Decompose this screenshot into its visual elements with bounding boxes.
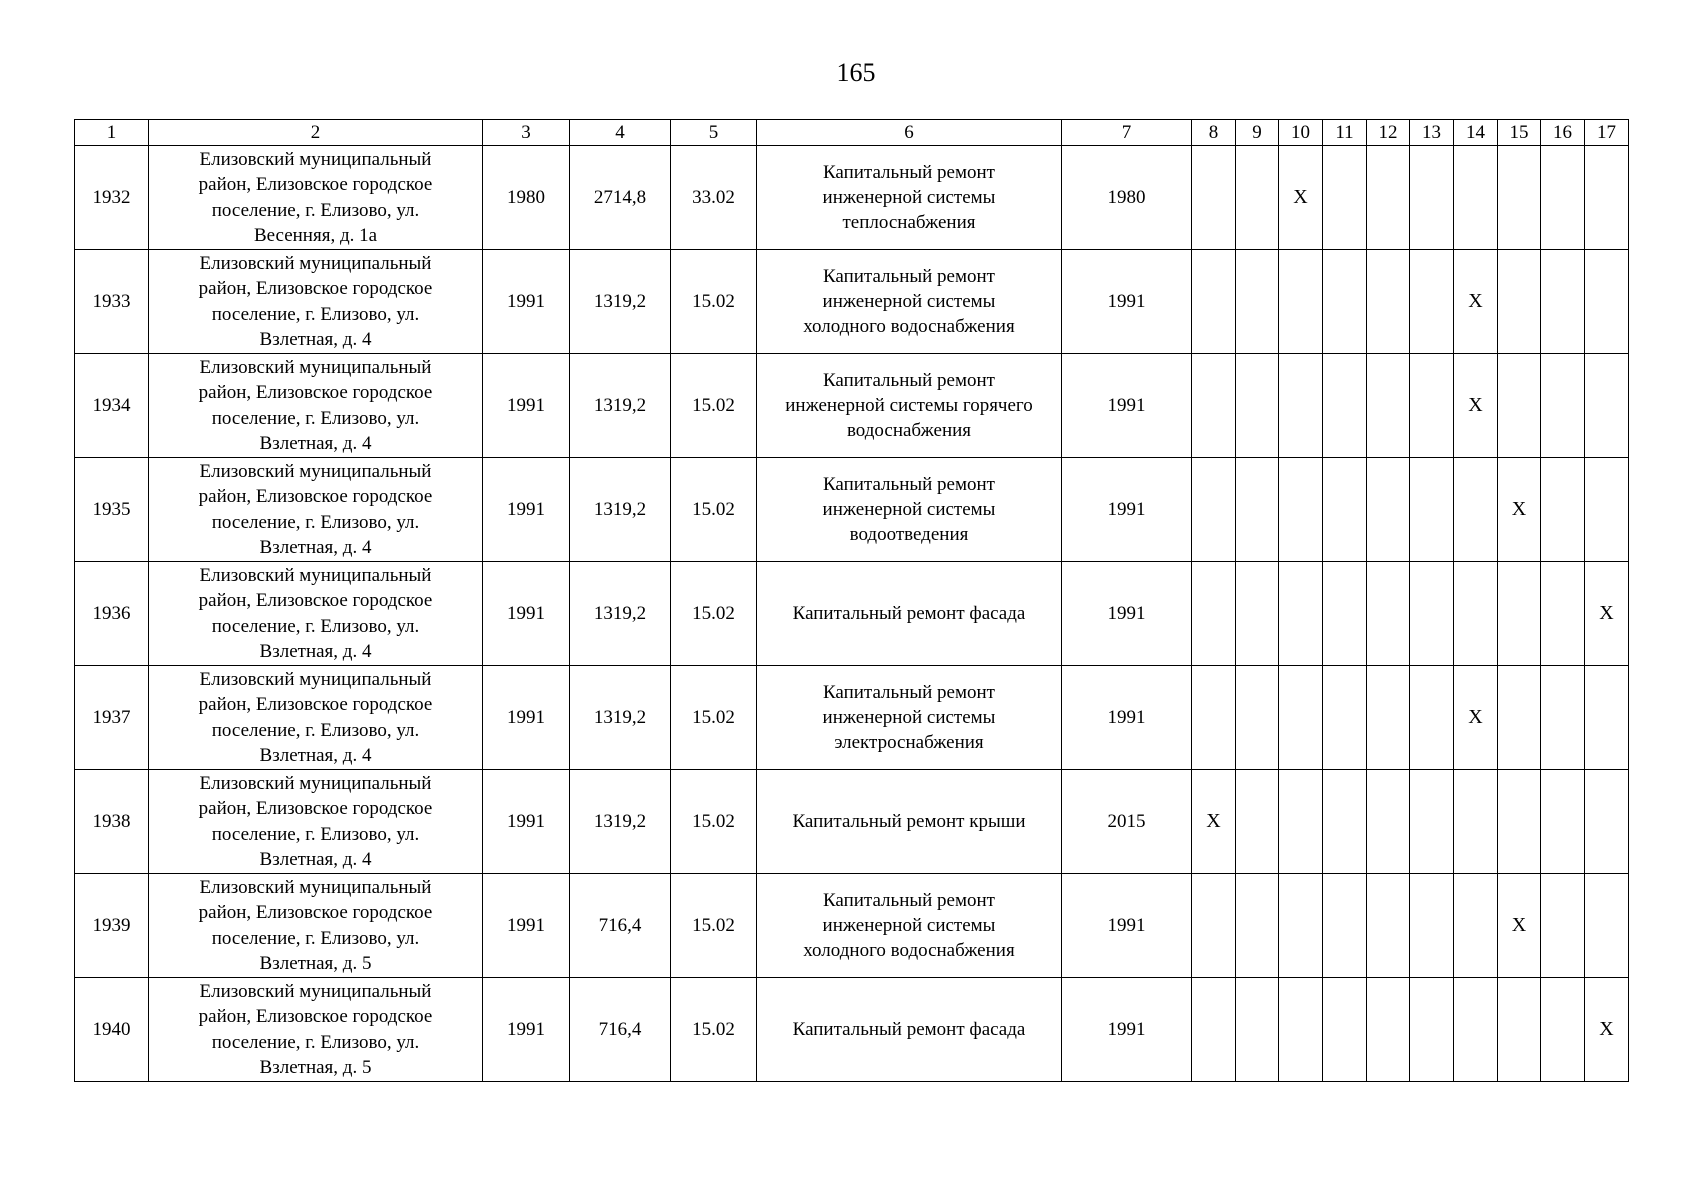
row-number: 1935 bbox=[75, 458, 149, 562]
table-row bbox=[75, 250, 1629, 354]
address-line: поселение, г. Елизово, ул. bbox=[211, 823, 420, 845]
period-mark-col-9 bbox=[1236, 146, 1279, 250]
column-number-12: 12 bbox=[1367, 120, 1410, 146]
address-line: район, Елизовское городское bbox=[198, 486, 433, 507]
period-mark-col-10 bbox=[1279, 770, 1323, 874]
column-number-5: 5 bbox=[671, 120, 757, 146]
address-line: район, Елизовское городское bbox=[198, 382, 433, 403]
area-cell: 1319,2 bbox=[570, 458, 671, 562]
address-line: Взлетная, д. 4 bbox=[259, 329, 372, 350]
period-mark-col-13 bbox=[1410, 458, 1454, 562]
column-number-2: 2 bbox=[149, 120, 483, 146]
period-mark-col-10 bbox=[1279, 978, 1323, 1082]
page-number: 165 bbox=[836, 58, 876, 87]
area-cell: 2714,8 bbox=[570, 146, 671, 250]
period-mark-col-14 bbox=[1454, 874, 1498, 978]
period-mark-col-11 bbox=[1323, 874, 1367, 978]
address-line: район, Елизовское городское bbox=[198, 278, 433, 299]
address-line: Елизовский муниципальный bbox=[199, 772, 432, 794]
last-repair-year-cell: 1991 bbox=[1062, 978, 1192, 1082]
table-row bbox=[75, 978, 1629, 1082]
work-type-line: Капитальный ремонт bbox=[822, 162, 995, 183]
address-line: Весенняя, д. 1а bbox=[253, 225, 378, 246]
period-mark-col-12 bbox=[1367, 666, 1410, 770]
work-type-cell bbox=[757, 458, 1062, 562]
work-type-line: Капитальный ремонт фасада bbox=[792, 1019, 1026, 1040]
period-mark-col-13 bbox=[1410, 978, 1454, 1082]
period-mark-col-15 bbox=[1498, 770, 1541, 874]
period-mark-col-9 bbox=[1236, 458, 1279, 562]
work-type-line: теплоснабжения bbox=[842, 212, 976, 233]
work-type-line: инженерной системы bbox=[822, 187, 996, 208]
period-mark-col-16 bbox=[1541, 562, 1585, 666]
period-mark-col-16 bbox=[1541, 250, 1585, 354]
period-mark-col-10 bbox=[1279, 250, 1323, 354]
period-mark-col-14: X bbox=[1454, 666, 1498, 770]
last-repair-year-cell: 1991 bbox=[1062, 874, 1192, 978]
period-mark-col-13 bbox=[1410, 562, 1454, 666]
period-mark-col-8 bbox=[1192, 562, 1236, 666]
work-type-line: Капитальный ремонт крыши bbox=[792, 811, 1026, 832]
period-mark-col-14 bbox=[1454, 978, 1498, 1082]
period-mark-col-12 bbox=[1367, 458, 1410, 562]
period-mark-col-11 bbox=[1323, 666, 1367, 770]
period-mark-col-15 bbox=[1498, 250, 1541, 354]
work-type-line: Капитальный ремонт фасада bbox=[792, 603, 1026, 624]
address-line: район, Елизовское городское bbox=[198, 694, 433, 715]
period-mark-col-14 bbox=[1454, 458, 1498, 562]
address-line: район, Елизовское городское bbox=[198, 902, 433, 923]
address-cell bbox=[149, 354, 483, 458]
period-mark-col-8 bbox=[1192, 666, 1236, 770]
period-mark-col-13 bbox=[1410, 874, 1454, 978]
address-cell bbox=[149, 666, 483, 770]
period-mark-col-11 bbox=[1323, 146, 1367, 250]
table-row bbox=[75, 874, 1629, 978]
area-cell: 1319,2 bbox=[570, 562, 671, 666]
address-line: Взлетная, д. 4 bbox=[259, 849, 372, 870]
address-line: поселение, г. Елизово, ул. bbox=[211, 199, 420, 221]
period-mark-col-9 bbox=[1236, 666, 1279, 770]
address-line: поселение, г. Елизово, ул. bbox=[211, 927, 420, 949]
work-type-line: электроснабжения bbox=[834, 732, 984, 753]
area-cell: 716,4 bbox=[570, 874, 671, 978]
period-mark-col-10 bbox=[1279, 458, 1323, 562]
address-line: Елизовский муниципальный bbox=[199, 668, 432, 690]
column-number-9: 9 bbox=[1236, 120, 1279, 146]
table-row bbox=[75, 354, 1629, 458]
address-line: поселение, г. Елизово, ул. bbox=[211, 719, 420, 741]
period-mark-col-16 bbox=[1541, 146, 1585, 250]
period-mark-col-11 bbox=[1323, 770, 1367, 874]
period-mark-col-13 bbox=[1410, 666, 1454, 770]
period-mark-col-17 bbox=[1585, 250, 1629, 354]
address-line: район, Елизовское городское bbox=[198, 590, 433, 611]
work-type-line: инженерной системы bbox=[822, 707, 996, 728]
period-mark-col-17 bbox=[1585, 874, 1629, 978]
column-number-8: 8 bbox=[1192, 120, 1236, 146]
work-type-cell bbox=[757, 666, 1062, 770]
work-type-line: инженерной системы горячего bbox=[785, 395, 1033, 416]
period-mark-col-12 bbox=[1367, 874, 1410, 978]
period-mark-col-17 bbox=[1585, 666, 1629, 770]
address-line: Елизовский муниципальный bbox=[199, 460, 432, 482]
period-mark-col-14 bbox=[1454, 146, 1498, 250]
table-row bbox=[75, 146, 1629, 250]
work-type-cell bbox=[757, 562, 1062, 666]
column-number-7: 7 bbox=[1062, 120, 1192, 146]
table-row bbox=[75, 770, 1629, 874]
period-mark-col-17: X bbox=[1585, 978, 1629, 1082]
period-mark-col-15 bbox=[1498, 562, 1541, 666]
period-mark-col-9 bbox=[1236, 770, 1279, 874]
address-cell bbox=[149, 146, 483, 250]
work-type-line: инженерной системы bbox=[822, 915, 996, 936]
address-line: Взлетная, д. 5 bbox=[259, 953, 372, 974]
last-repair-year-cell: 1991 bbox=[1062, 458, 1192, 562]
code-cell: 33.02 bbox=[671, 146, 757, 250]
column-number-15: 15 bbox=[1498, 120, 1541, 146]
period-mark-col-12 bbox=[1367, 770, 1410, 874]
work-type-line: водоснабжения bbox=[846, 420, 972, 441]
address-line: Елизовский муниципальный bbox=[199, 356, 432, 378]
area-cell: 1319,2 bbox=[570, 770, 671, 874]
address-line: район, Елизовское городское bbox=[198, 798, 433, 819]
period-mark-col-15 bbox=[1498, 354, 1541, 458]
address-line: поселение, г. Елизово, ул. bbox=[211, 511, 420, 533]
period-mark-col-13 bbox=[1410, 250, 1454, 354]
period-mark-col-16 bbox=[1541, 354, 1585, 458]
period-mark-col-11 bbox=[1323, 562, 1367, 666]
address-line: поселение, г. Елизово, ул. bbox=[211, 407, 420, 429]
work-type-cell bbox=[757, 146, 1062, 250]
work-type-line: Капитальный ремонт bbox=[822, 474, 995, 495]
period-mark-col-15 bbox=[1498, 978, 1541, 1082]
period-mark-col-10 bbox=[1279, 562, 1323, 666]
period-mark-col-14: X bbox=[1454, 250, 1498, 354]
last-repair-year-cell: 1991 bbox=[1062, 562, 1192, 666]
period-mark-col-8 bbox=[1192, 146, 1236, 250]
last-repair-year-cell: 1991 bbox=[1062, 354, 1192, 458]
period-mark-col-9 bbox=[1236, 354, 1279, 458]
row-number: 1936 bbox=[75, 562, 149, 666]
period-mark-col-8 bbox=[1192, 250, 1236, 354]
address-cell bbox=[149, 978, 483, 1082]
period-mark-col-10 bbox=[1279, 666, 1323, 770]
code-cell: 15.02 bbox=[671, 458, 757, 562]
address-line: поселение, г. Елизово, ул. bbox=[211, 1031, 420, 1053]
work-type-line: Капитальный ремонт bbox=[822, 890, 995, 911]
last-repair-year-cell: 1980 bbox=[1062, 146, 1192, 250]
period-mark-col-13 bbox=[1410, 770, 1454, 874]
year-built-cell: 1991 bbox=[483, 354, 570, 458]
work-type-line: холодного водоснабжения bbox=[803, 316, 1015, 337]
address-line: поселение, г. Елизово, ул. bbox=[211, 615, 420, 637]
table-body bbox=[75, 146, 1629, 1082]
table-row bbox=[75, 458, 1629, 562]
work-type-cell bbox=[757, 250, 1062, 354]
period-mark-col-12 bbox=[1367, 250, 1410, 354]
table-header bbox=[75, 120, 1629, 146]
period-mark-col-8 bbox=[1192, 874, 1236, 978]
work-type-cell bbox=[757, 354, 1062, 458]
column-number-11: 11 bbox=[1323, 120, 1367, 146]
period-mark-col-10 bbox=[1279, 354, 1323, 458]
period-mark-col-9 bbox=[1236, 562, 1279, 666]
period-mark-col-11 bbox=[1323, 250, 1367, 354]
repair-schedule-table bbox=[74, 119, 1629, 1082]
row-number: 1932 bbox=[75, 146, 149, 250]
last-repair-year-cell: 2015 bbox=[1062, 770, 1192, 874]
code-cell: 15.02 bbox=[671, 874, 757, 978]
work-type-cell bbox=[757, 770, 1062, 874]
period-mark-col-12 bbox=[1367, 146, 1410, 250]
address-line: район, Елизовское городское bbox=[198, 174, 433, 195]
year-built-cell: 1991 bbox=[483, 250, 570, 354]
work-type-line: водоотведения bbox=[849, 524, 969, 545]
period-mark-col-9 bbox=[1236, 250, 1279, 354]
year-built-cell: 1980 bbox=[483, 146, 570, 250]
address-line: Елизовский муниципальный bbox=[199, 564, 432, 586]
period-mark-col-11 bbox=[1323, 978, 1367, 1082]
area-cell: 1319,2 bbox=[570, 354, 671, 458]
table-row bbox=[75, 562, 1629, 666]
period-mark-col-16 bbox=[1541, 770, 1585, 874]
column-number-6: 6 bbox=[757, 120, 1062, 146]
work-type-line: инженерной системы bbox=[822, 291, 996, 312]
address-line: Елизовский муниципальный bbox=[199, 980, 432, 1002]
address-line: Взлетная, д. 4 bbox=[259, 641, 372, 662]
column-number-14: 14 bbox=[1454, 120, 1498, 146]
row-number: 1940 bbox=[75, 978, 149, 1082]
area-cell: 716,4 bbox=[570, 978, 671, 1082]
period-mark-col-9 bbox=[1236, 874, 1279, 978]
period-mark-col-9 bbox=[1236, 978, 1279, 1082]
column-number-3: 3 bbox=[483, 120, 570, 146]
year-built-cell: 1991 bbox=[483, 874, 570, 978]
row-number: 1937 bbox=[75, 666, 149, 770]
period-mark-col-15: X bbox=[1498, 874, 1541, 978]
column-number-17: 17 bbox=[1585, 120, 1629, 146]
work-type-cell bbox=[757, 874, 1062, 978]
column-number-10: 10 bbox=[1279, 120, 1323, 146]
column-number-row bbox=[75, 120, 1629, 146]
period-mark-col-17 bbox=[1585, 354, 1629, 458]
work-type-line: холодного водоснабжения bbox=[803, 940, 1015, 961]
year-built-cell: 1991 bbox=[483, 562, 570, 666]
work-type-line: Капитальный ремонт bbox=[822, 370, 995, 391]
column-number-13: 13 bbox=[1410, 120, 1454, 146]
period-mark-col-14 bbox=[1454, 562, 1498, 666]
address-cell bbox=[149, 562, 483, 666]
period-mark-col-16 bbox=[1541, 978, 1585, 1082]
row-number: 1939 bbox=[75, 874, 149, 978]
period-mark-col-11 bbox=[1323, 354, 1367, 458]
work-type-line: инженерной системы bbox=[822, 499, 996, 520]
period-mark-col-12 bbox=[1367, 562, 1410, 666]
area-cell: 1319,2 bbox=[570, 250, 671, 354]
period-mark-col-12 bbox=[1367, 354, 1410, 458]
period-mark-col-13 bbox=[1410, 146, 1454, 250]
address-line: Елизовский муниципальный bbox=[199, 148, 432, 170]
period-mark-col-17 bbox=[1585, 146, 1629, 250]
address-cell bbox=[149, 250, 483, 354]
year-built-cell: 1991 bbox=[483, 666, 570, 770]
address-line: Взлетная, д. 4 bbox=[259, 537, 372, 558]
code-cell: 15.02 bbox=[671, 562, 757, 666]
area-cell: 1319,2 bbox=[570, 666, 671, 770]
code-cell: 15.02 bbox=[671, 770, 757, 874]
code-cell: 15.02 bbox=[671, 354, 757, 458]
period-mark-col-8 bbox=[1192, 458, 1236, 562]
period-mark-col-17 bbox=[1585, 770, 1629, 874]
period-mark-col-16 bbox=[1541, 458, 1585, 562]
period-mark-col-16 bbox=[1541, 666, 1585, 770]
address-line: Елизовский муниципальный bbox=[199, 876, 432, 898]
code-cell: 15.02 bbox=[671, 666, 757, 770]
address-cell bbox=[149, 458, 483, 562]
period-mark-col-13 bbox=[1410, 354, 1454, 458]
period-mark-col-15 bbox=[1498, 666, 1541, 770]
last-repair-year-cell: 1991 bbox=[1062, 666, 1192, 770]
address-line: Взлетная, д. 4 bbox=[259, 745, 372, 766]
period-mark-col-15 bbox=[1498, 146, 1541, 250]
year-built-cell: 1991 bbox=[483, 770, 570, 874]
work-type-cell bbox=[757, 978, 1062, 1082]
row-number: 1933 bbox=[75, 250, 149, 354]
table-row bbox=[75, 666, 1629, 770]
period-mark-col-10 bbox=[1279, 874, 1323, 978]
period-mark-col-16 bbox=[1541, 874, 1585, 978]
code-cell: 15.02 bbox=[671, 978, 757, 1082]
address-line: поселение, г. Елизово, ул. bbox=[211, 303, 420, 325]
column-number-1: 1 bbox=[75, 120, 149, 146]
column-number-4: 4 bbox=[570, 120, 671, 146]
period-mark-col-15: X bbox=[1498, 458, 1541, 562]
row-number: 1938 bbox=[75, 770, 149, 874]
period-mark-col-8 bbox=[1192, 354, 1236, 458]
year-built-cell: 1991 bbox=[483, 458, 570, 562]
column-number-16: 16 bbox=[1541, 120, 1585, 146]
address-cell bbox=[149, 874, 483, 978]
work-type-line: Капитальный ремонт bbox=[822, 266, 995, 287]
address-line: Взлетная, д. 4 bbox=[259, 433, 372, 454]
period-mark-col-8 bbox=[1192, 978, 1236, 1082]
period-mark-col-8: X bbox=[1192, 770, 1236, 874]
work-type-line: Капитальный ремонт bbox=[822, 682, 995, 703]
address-line: район, Елизовское городское bbox=[198, 1006, 433, 1027]
period-mark-col-17: X bbox=[1585, 562, 1629, 666]
last-repair-year-cell: 1991 bbox=[1062, 250, 1192, 354]
address-cell bbox=[149, 770, 483, 874]
address-line: Елизовский муниципальный bbox=[199, 252, 432, 274]
code-cell: 15.02 bbox=[671, 250, 757, 354]
period-mark-col-12 bbox=[1367, 978, 1410, 1082]
period-mark-col-11 bbox=[1323, 458, 1367, 562]
period-mark-col-10: X bbox=[1279, 146, 1323, 250]
year-built-cell: 1991 bbox=[483, 978, 570, 1082]
period-mark-col-14 bbox=[1454, 770, 1498, 874]
period-mark-col-14: X bbox=[1454, 354, 1498, 458]
row-number: 1934 bbox=[75, 354, 149, 458]
address-line: Взлетная, д. 5 bbox=[259, 1057, 372, 1078]
period-mark-col-17 bbox=[1585, 458, 1629, 562]
